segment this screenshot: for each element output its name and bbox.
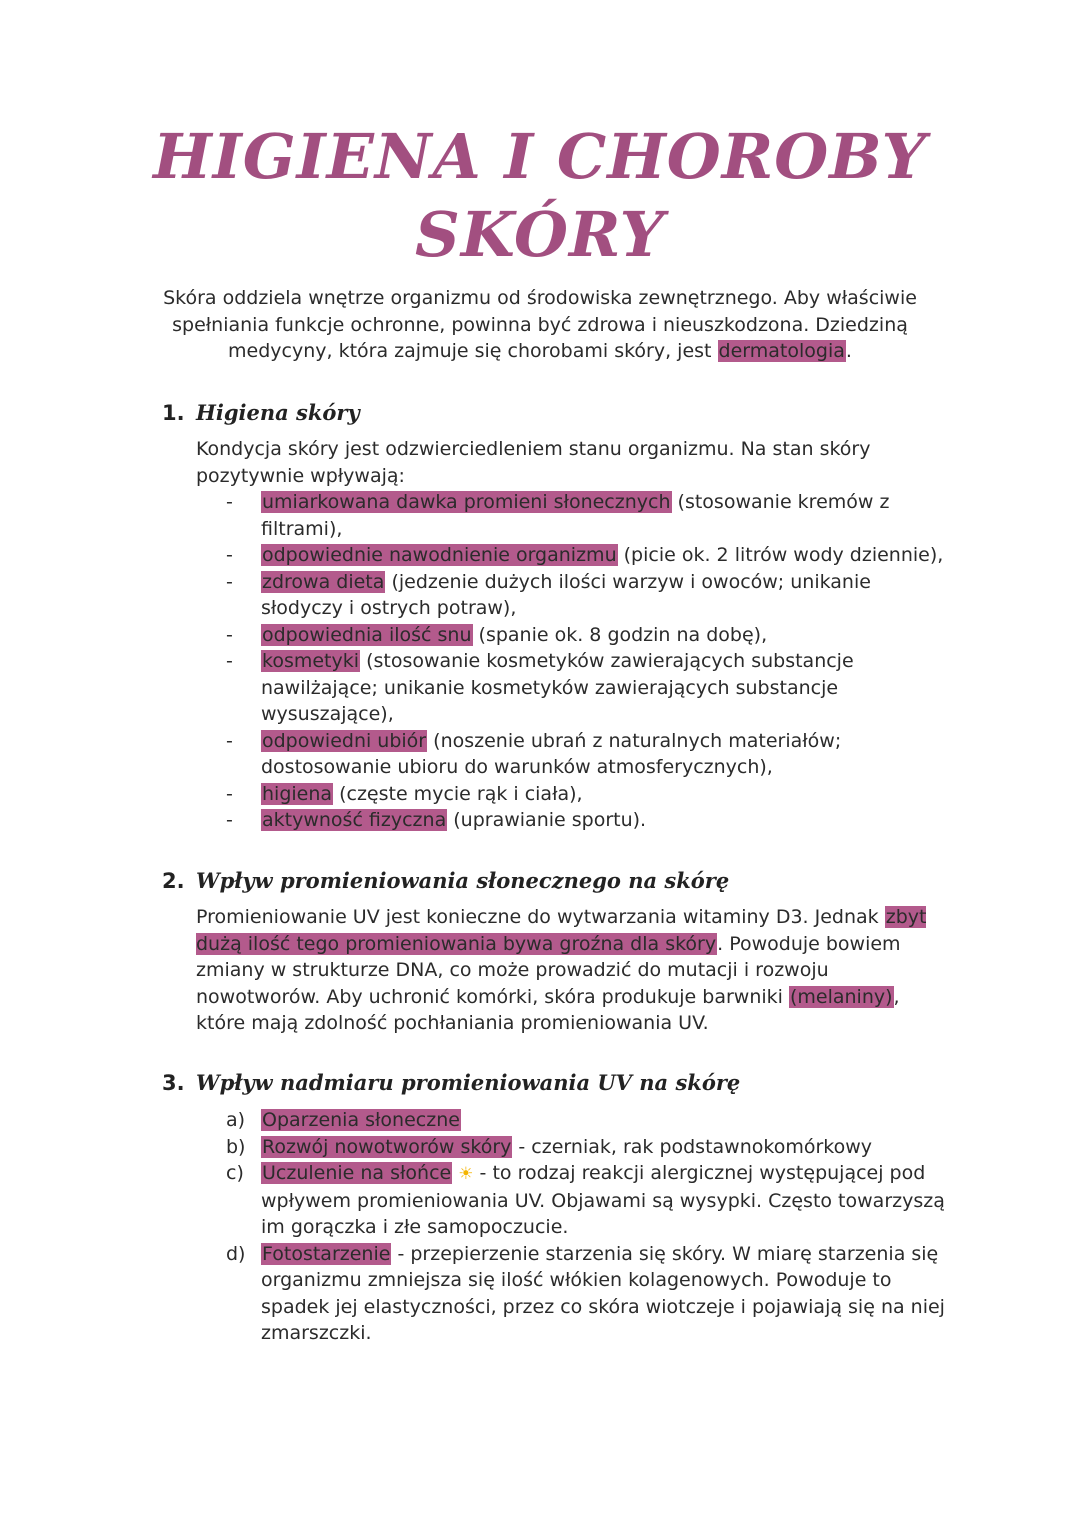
- list-item: [226, 807, 946, 834]
- section-3-list: [226, 1107, 946, 1347]
- list-item: [226, 569, 946, 622]
- s2-text-1: Promieniowanie UV jest konieczne do wytwarzania witaminy D3. Jednak: [196, 906, 885, 928]
- section-1-title: Higiena skóry: [196, 400, 360, 425]
- item-text: (noszenie ubrań z naturalnych materiałów; dostosowanie ubioru do warunków atmosferycznych),: [261, 729, 842, 778]
- bullet-dash: -: [226, 544, 233, 566]
- item-highlight: Oparzenia słoneczne: [262, 1109, 460, 1131]
- item-text: (picie ok. 2 litrów wody dziennie),: [617, 544, 944, 566]
- s2-text-2: . Powoduje bowiem zmiany w strukturze DNA, co może prowadzić do mutacji i rozwoju nowotworów. Aby uchronić komórki, skóra produkuje barwniki: [196, 932, 901, 1008]
- item-highlight: higiena: [262, 782, 333, 805]
- item-text: (uprawianie sportu).: [447, 809, 647, 831]
- s2-highlight-2: (melaniny): [789, 985, 893, 1008]
- item-text: (jedzenie dużych ilości warzyw i owoców; unikanie słodyczy i ostrych potraw),: [261, 570, 871, 619]
- intro-text: Skóra oddziela wnętrze organizmu od środowiska zewnętrznego. Aby właściwie spełniania funkcje ochronne, powinna być zdrowa i nieuszkodzona. Dziedziną medycyny, która zajmuje się chorobami skóry, jest: [163, 287, 917, 362]
- item-marker: d): [226, 1242, 246, 1265]
- bullet-dash: -: [226, 809, 233, 831]
- item-text: - czerniak, rak podstawnokomórkowy: [512, 1135, 873, 1158]
- item-highlight: kosmetyki: [262, 650, 360, 672]
- list-item: [226, 1160, 946, 1241]
- section-1-list: [226, 489, 946, 834]
- item-highlight: odpowiednia ilość snu: [262, 623, 472, 646]
- section-1-heading: [162, 398, 360, 428]
- section-2-paragraph: [196, 904, 946, 1037]
- bullet-dash: -: [226, 570, 233, 593]
- item-text: - przepierzenie starzenia się skóry. W miarę starzenia się organizmu zmniejsza się ilość włókien kolagenowych. Powoduje to spadek jej elastyczności, przez co skóra wiotczeje i pojawiają się na niej zmarszczki.: [261, 1242, 945, 1344]
- item-text: (częste mycie rąk i ciała),: [333, 782, 583, 805]
- bullet-dash: -: [226, 623, 233, 646]
- item-marker: a): [226, 1109, 246, 1131]
- intro-paragraph: [130, 285, 950, 365]
- item-highlight: Fotostarzenie: [262, 1242, 391, 1265]
- list-item: [226, 728, 946, 781]
- list-item: [226, 1134, 946, 1161]
- list-item: [226, 1107, 946, 1134]
- list-item: [226, 622, 946, 649]
- intro-end: .: [845, 340, 852, 362]
- list-item: [226, 781, 946, 808]
- section-2-number: 2.: [162, 869, 185, 893]
- sun-icon: ☀: [458, 1164, 474, 1184]
- title-line-2: SKÓRY: [415, 198, 665, 271]
- bullet-dash: -: [226, 491, 233, 513]
- intro-highlight: dermatologia: [718, 340, 845, 362]
- item-highlight: aktywność fizyczna: [262, 809, 447, 831]
- item-highlight: odpowiedni ubiór: [262, 729, 427, 752]
- s2-highlight-1: zbyt dużą ilość tego promieniowania bywa groźna dla skóry: [196, 906, 927, 955]
- list-item: [226, 1241, 946, 1347]
- section-2-heading: [162, 866, 729, 896]
- section-3-number: 3.: [162, 1071, 185, 1095]
- section-1-paragraph: Kondycja skóry jest odzwierciedleniem stanu organizmu. Na stan skóry pozytywnie wpływają:: [196, 438, 871, 487]
- list-item: [226, 648, 946, 728]
- item-text: - to rodzaj reakcji alergicznej występującej pod wpływem promieniowania UV. Objawami są wysypki. Często towarzyszą im gorączka i złe samopoczucie.: [261, 1162, 945, 1238]
- item-text: (stosowanie kremów z filtrami),: [261, 491, 890, 540]
- bullet-dash: -: [226, 650, 233, 672]
- title-line-1: HIGIENA I CHOROBY: [153, 120, 927, 193]
- item-highlight: zdrowa dieta: [262, 570, 385, 593]
- item-highlight: Uczulenie na słońce: [262, 1162, 452, 1184]
- item-marker: c): [226, 1162, 244, 1184]
- item-highlight: odpowiednie nawodnienie organizmu: [262, 544, 617, 566]
- s2-text-3: , które mają zdolność pochłaniania promieniowania UV.: [196, 985, 900, 1034]
- bullet-dash: -: [226, 729, 233, 752]
- item-text: (stosowanie kosmetyków zawierających substancje nawilżające; unikanie kosmetyków zawierających substancje wysuszające),: [261, 650, 854, 725]
- section-3-title: Wpływ nadmiaru promieniowania UV na skórę: [196, 1070, 741, 1095]
- item-text: (spanie ok. 8 godzin na dobę),: [472, 623, 768, 646]
- page-title: [0, 118, 1080, 274]
- bullet-dash: -: [226, 782, 233, 805]
- section-3-heading: [162, 1068, 740, 1098]
- section-2-title: Wpływ promieniowania słonecznego na skórę: [196, 868, 730, 893]
- item-marker: b): [226, 1135, 246, 1158]
- item-highlight: umiarkowana dawka promieni słonecznych: [262, 491, 671, 513]
- list-item: [226, 489, 946, 542]
- list-item: [226, 542, 946, 569]
- section-1-number: 1.: [162, 401, 185, 425]
- item-highlight: Rozwój nowotworów skóry: [262, 1135, 512, 1158]
